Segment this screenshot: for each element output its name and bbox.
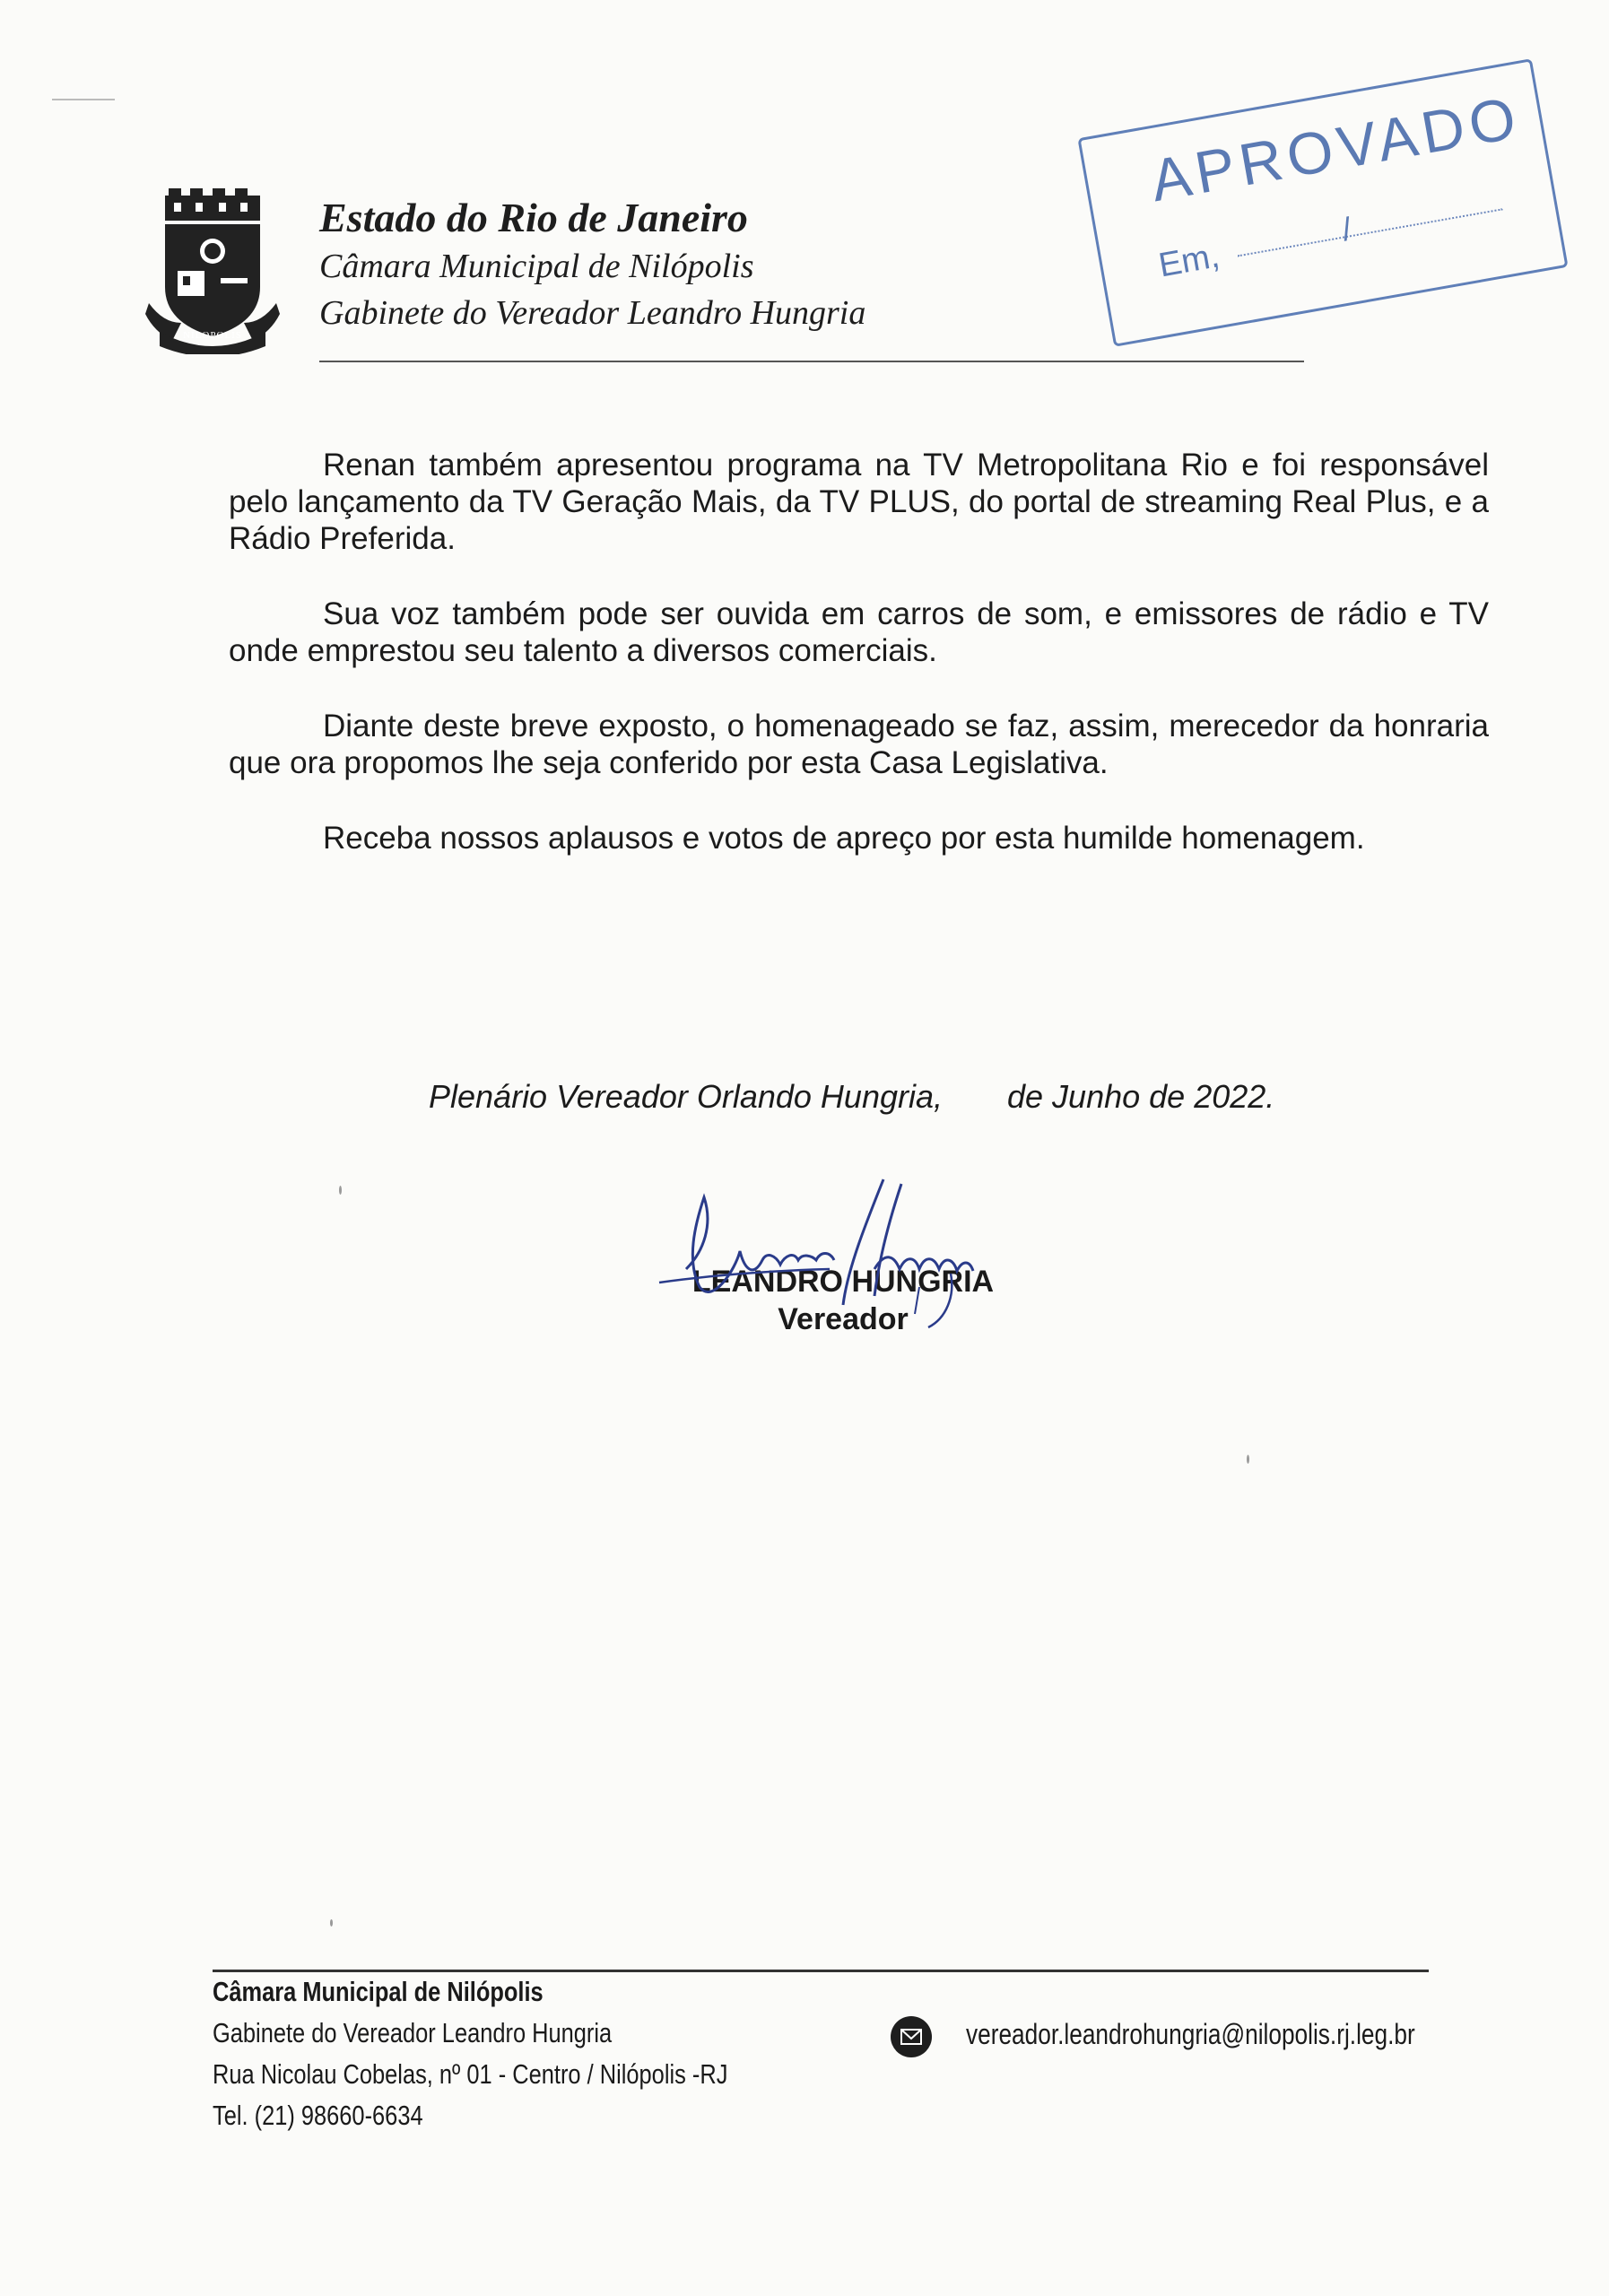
crest-banner-text: NILOPOLIS (183, 330, 242, 341)
scan-speck (330, 1919, 333, 1926)
header-divider (319, 361, 1304, 362)
closing-place: Plenário Vereador Orlando Hungria, (429, 1078, 943, 1115)
scan-speck (1247, 1455, 1249, 1464)
scan-mark (52, 99, 115, 100)
footer-org: Câmara Municipal de Nilópolis (213, 1976, 544, 2007)
envelope-icon (891, 2016, 932, 2057)
state-name: Estado do Rio de Janeiro (319, 195, 748, 240)
municipal-crest-logo (145, 188, 280, 354)
footer-contact (213, 1971, 727, 2136)
signatory-role: Vereador (778, 1302, 909, 1336)
closing-line (429, 1078, 1274, 1116)
stamp-date-line (1238, 208, 1503, 257)
paragraph: Diante deste breve exposto, o homenageado se faz, assim, merecedor da honraria que ora propomos lhe seja conferido por esta Casa Legislativa. (229, 709, 1489, 780)
footer-email[interactable]: vereador.leandrohungria@nilopolis.rj.leg.br (966, 2018, 1415, 2050)
closing-date: de Junho de 2022. (1007, 1078, 1275, 1115)
stamp-word: APROVADO (1145, 83, 1526, 214)
office-name: Gabinete do Vereador Leandro Hungria (319, 294, 866, 332)
approval-stamp (1077, 58, 1568, 347)
paragraph: Receba nossos aplausos e votos de apreço por esta humilde homenagem. (323, 821, 1365, 856)
paragraph: Renan também apresentou programa na TV Metropolitana Rio e foi responsável pelo lançamento da TV Geração Mais, da TV PLUS, do portal de streaming Real Plus, e a Rádio Preferida. (229, 448, 1489, 556)
stamp-date-slash: / (1339, 210, 1354, 248)
footer-address: Rua Nicolau Cobelas, nº 01 - Centro / Nilópolis -RJ (213, 2058, 728, 2090)
paragraph: Sua voz também pode ser ouvida em carros de som, e emissores de rádio e TV onde emprestou seu talento a diversos comerciais. (229, 596, 1489, 668)
footer-phone: Tel. (21) 98660-6634 (213, 2100, 423, 2131)
handwritten-signature (650, 1170, 1027, 1341)
letterhead (319, 193, 865, 336)
footer-office: Gabinete do Vereador Leandro Hungria (213, 2017, 613, 2048)
signatory-name: LEANDRO HUNGRIA (691, 1265, 995, 1299)
chamber-name: Câmara Municipal de Nilópolis (319, 248, 754, 285)
stamp-date-label: Em, (1155, 237, 1222, 285)
letter-body (229, 447, 1489, 895)
scan-speck (339, 1186, 342, 1195)
